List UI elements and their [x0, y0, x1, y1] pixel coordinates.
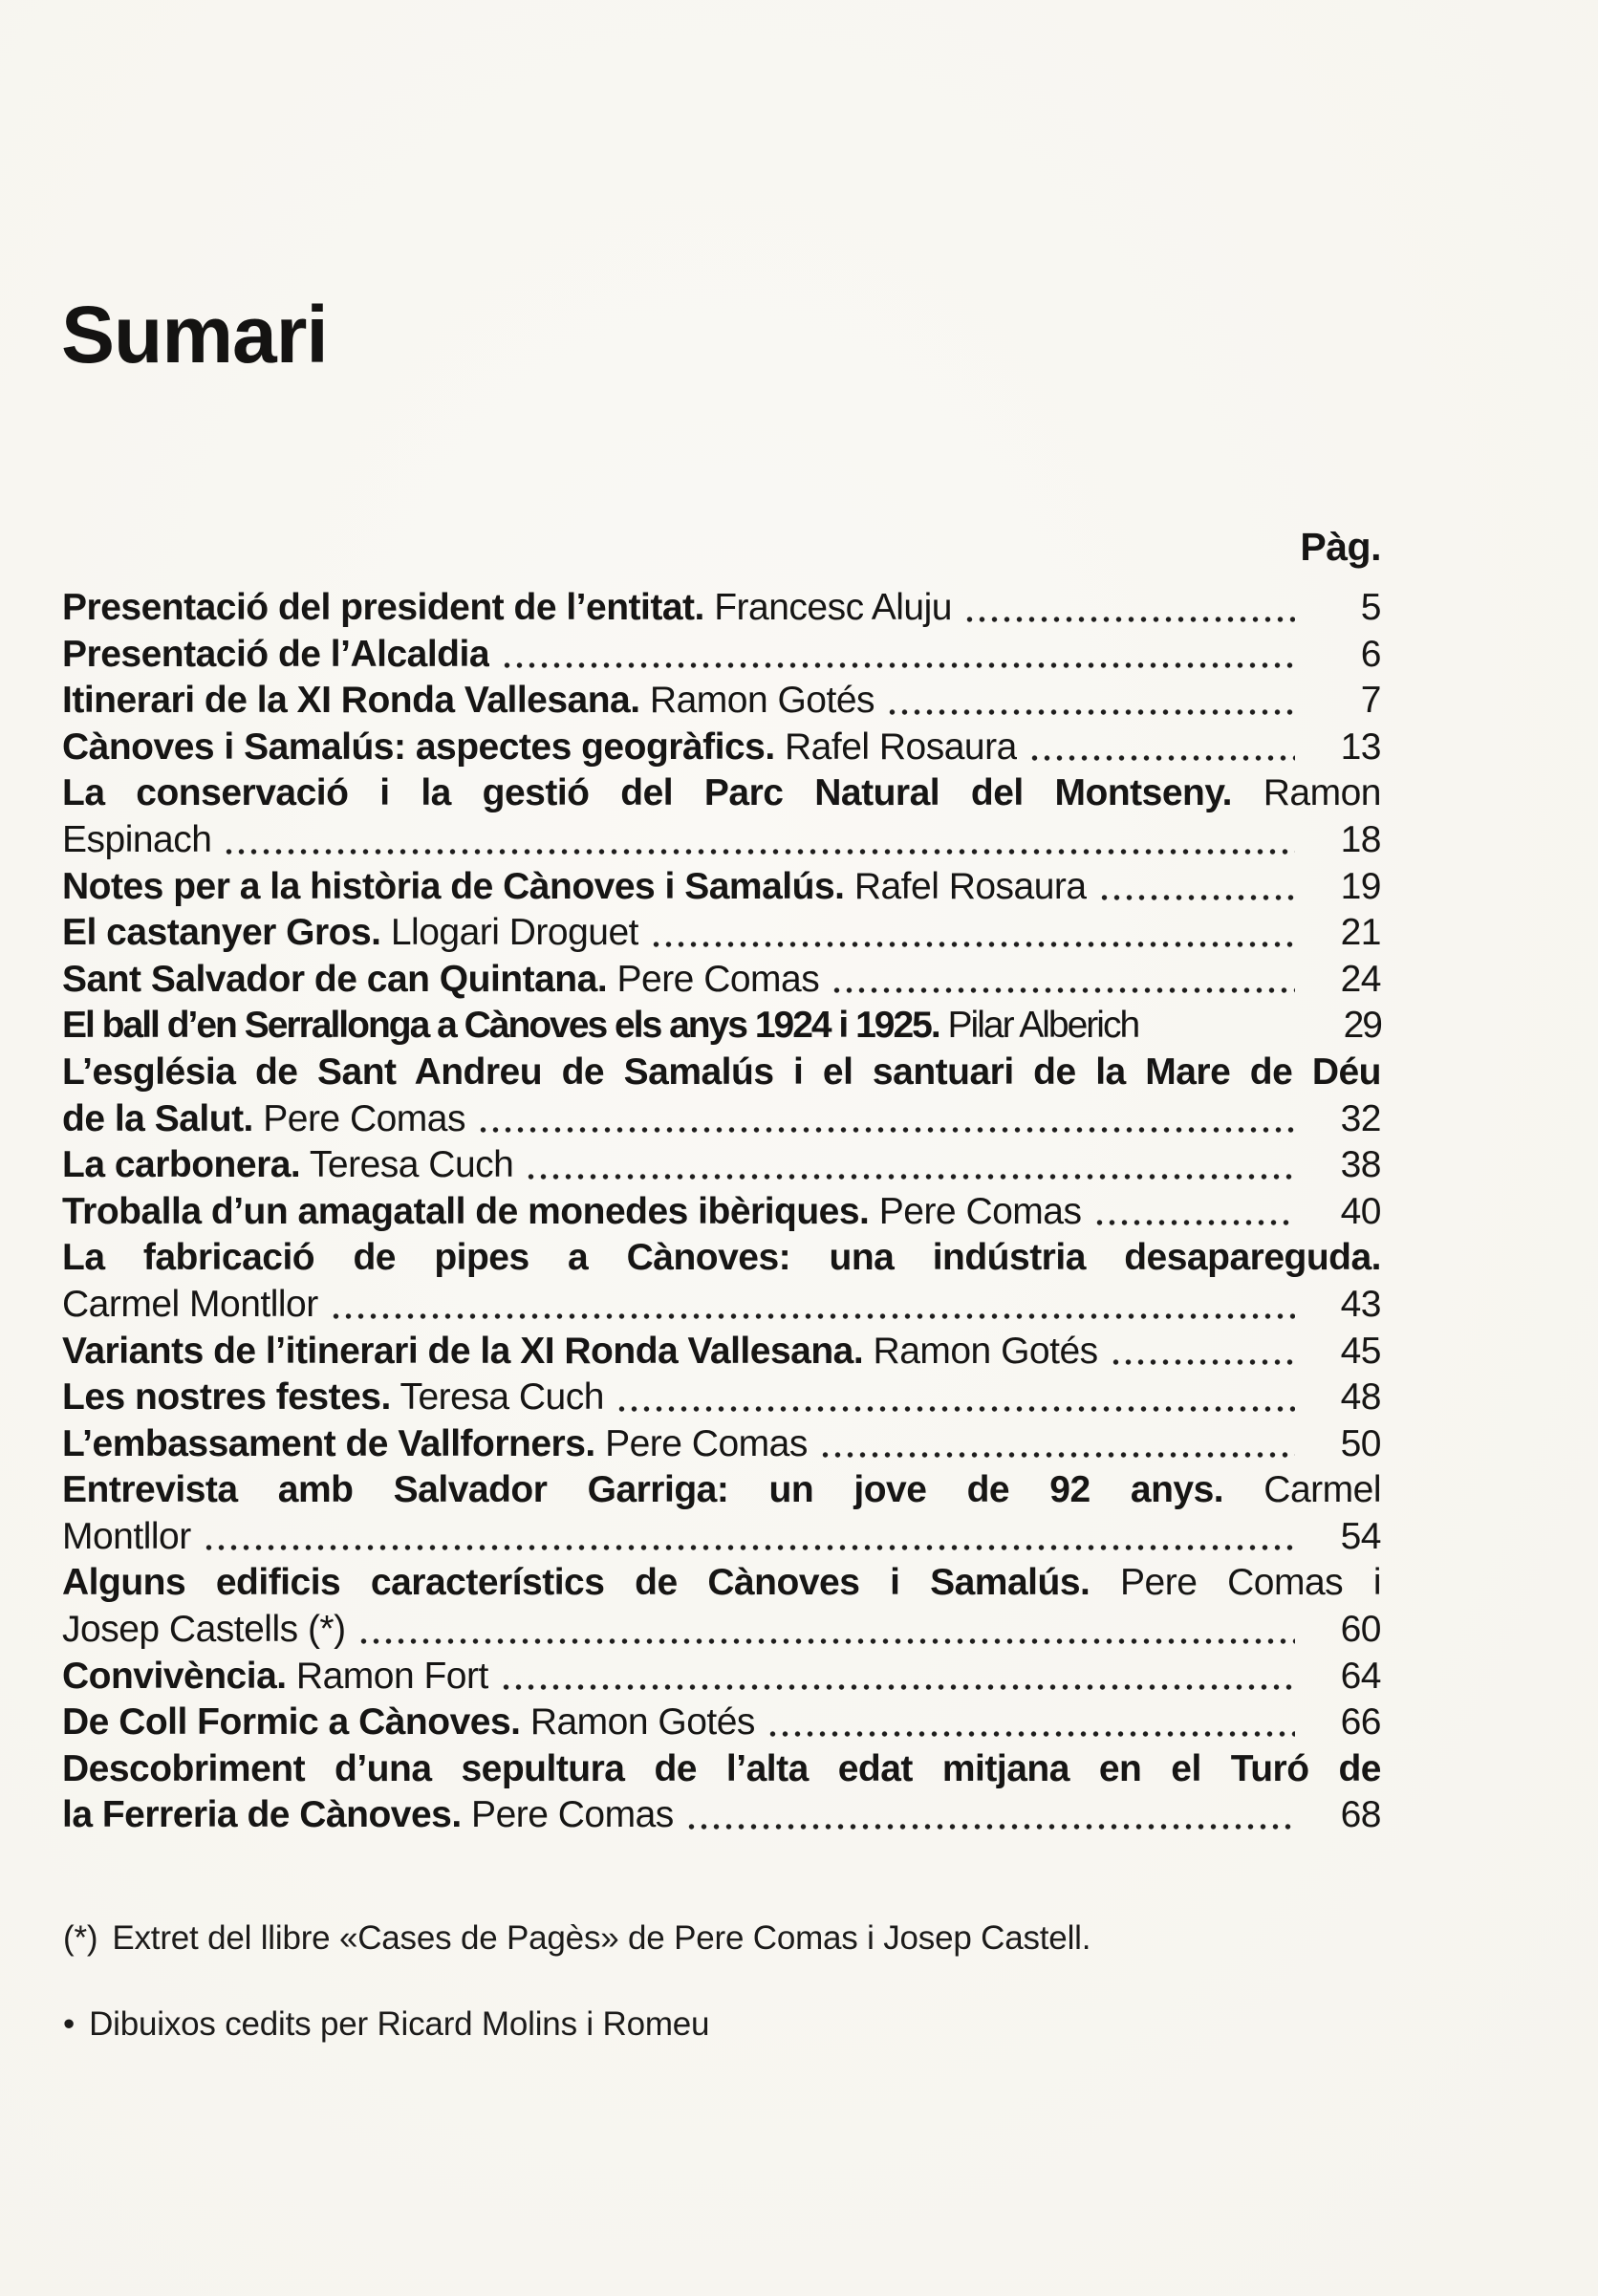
toc-line	[62, 1050, 1381, 1096]
toc-entry-title: El ball d’en Serrallonga a Cànoves els anys 1924 i 1925.	[62, 1005, 939, 1047]
toc-entry-author: Espinach	[62, 818, 212, 860]
toc-entry-title: Itinerari de la XI Ronda Vallesana.	[62, 680, 640, 722]
toc-entry-author: Teresa Cuch	[390, 1376, 604, 1419]
toc-entry-title: Variants de l’itinerari de la XI Ronda Vallesana.	[62, 1330, 864, 1372]
toc-entry-author: Ramon	[1231, 772, 1381, 814]
toc-entry-author: Carmel Montllor	[62, 1283, 318, 1325]
toc-entry-author: Ramon Fort	[286, 1655, 488, 1697]
page-number: 32	[1340, 1097, 1381, 1139]
toc-line	[62, 1375, 1381, 1421]
toc-line	[62, 1235, 1381, 1282]
toc-entry-text	[62, 817, 211, 864]
page-number: 24	[1340, 958, 1381, 1000]
toc-line	[62, 1329, 1381, 1375]
toc-entry-author: Pere Comas	[607, 958, 820, 1000]
toc-line	[62, 1654, 1381, 1700]
toc-entry-title: El castanyer Gros.	[62, 912, 381, 954]
footnote-source	[63, 1917, 1382, 1960]
toc-entry-author: Francesc Aluju	[703, 587, 952, 628]
page-number: 38	[1340, 1144, 1381, 1186]
toc-entry-text	[62, 678, 875, 725]
bullet-icon: •	[63, 2005, 76, 2043]
toc-entry-title: Troballa d’un amagatall de monedes ibèriques.	[62, 1190, 870, 1232]
dot-leader	[203, 1545, 1295, 1550]
toc-line	[62, 1607, 1381, 1654]
page-number: 45	[1340, 1330, 1381, 1372]
toc-entry-text	[62, 725, 1017, 771]
dot-leader	[525, 1174, 1295, 1180]
dot-leader	[1093, 1220, 1296, 1225]
toc-entry-author: Pere Comas	[252, 1097, 465, 1139]
toc-line	[62, 725, 1381, 771]
dot-leader	[1150, 1034, 1295, 1040]
toc-entry-title: la Ferreria de Cànoves.	[62, 1794, 462, 1836]
toc-line	[62, 910, 1381, 957]
toc-line	[62, 1700, 1381, 1746]
toc-entry-text	[62, 1792, 674, 1839]
dot-leader	[477, 1127, 1295, 1133]
toc-entry-author: Josep Castells (*)	[62, 1609, 346, 1651]
page-number: 21	[1340, 912, 1381, 954]
dot-leader	[963, 617, 1295, 622]
toc-line	[62, 1467, 1381, 1514]
toc-entry-author: Pere Comas	[594, 1422, 808, 1464]
toc-entry-title: La carbonera.	[62, 1144, 301, 1186]
toc-entry-text	[62, 1003, 1138, 1050]
dot-leader	[330, 1313, 1295, 1319]
dot-leader	[1028, 755, 1295, 761]
page-number: 7	[1360, 680, 1381, 722]
toc-entry-author: Ramon Gotés	[520, 1701, 755, 1744]
page-number: 29	[1343, 1005, 1381, 1047]
dot-leader	[831, 987, 1295, 993]
toc-entry-text	[62, 1700, 755, 1746]
toc-line	[62, 632, 1381, 679]
toc-entry-text	[62, 1189, 1082, 1236]
page-number: 43	[1340, 1283, 1381, 1325]
page-number: 64	[1340, 1655, 1381, 1697]
toc-entry-title: La conservació i la gestió del Parc Natural del Montseny.	[62, 772, 1232, 814]
toc-entry-title: Entrevista amb Salvador Garriga: un jove de 92 anys.	[62, 1469, 1224, 1511]
page-number: 6	[1360, 633, 1381, 675]
toc-entry-text	[62, 1562, 1381, 1603]
toc-entry-author: Pere Comas	[461, 1794, 674, 1836]
toc-list	[62, 585, 1381, 1839]
toc-entry-title: Descobriment d’una sepultura de l’alta edat mitjana en el Turó de	[62, 1747, 1381, 1789]
footnote-marker: (*)	[63, 1919, 98, 1957]
dot-leader	[357, 1638, 1295, 1644]
footnote-credit	[63, 2004, 1382, 2046]
dot-leader	[685, 1824, 1295, 1830]
toc-entry-author: Rafel Rosaura	[774, 726, 1017, 768]
toc-entry-title: L’embassament de Vallforners.	[62, 1422, 595, 1464]
toc-entry-author: Pere Comas	[869, 1190, 1082, 1232]
toc-entry-text	[62, 1421, 808, 1468]
toc-entry-text	[62, 1607, 346, 1654]
toc-line	[62, 678, 1381, 725]
toc-line	[62, 864, 1381, 911]
toc-entry-author: Carmel	[1223, 1469, 1381, 1511]
page-number: 60	[1340, 1609, 1381, 1651]
toc-entry-text	[62, 910, 638, 957]
page-number: 48	[1340, 1376, 1381, 1419]
toc-line	[62, 1792, 1381, 1839]
page-column-header: Pàg.	[1300, 525, 1381, 569]
toc-entry-text	[62, 632, 489, 679]
toc-entry-text	[62, 957, 819, 1004]
toc-entry-author: Ramon Gotés	[639, 680, 875, 722]
toc-entry-text	[62, 1142, 513, 1189]
footnote-text: Extret del llibre «Cases de Pagès» de Pere Comas i Josep Castell.	[112, 1919, 1091, 1957]
toc-entry-text	[62, 1282, 318, 1329]
toc-entry-author: Pere Comas i	[1090, 1562, 1381, 1604]
page-number: 19	[1340, 865, 1381, 907]
page-title: Sumari	[61, 290, 328, 380]
toc-entry-title: de la Salut.	[62, 1097, 253, 1139]
toc-entry-title: Convivència.	[62, 1655, 287, 1697]
toc-entry-author: Pilar Alberich	[939, 1005, 1139, 1047]
toc-entry-title: Alguns edificis característics de Cànoves i Samalús.	[62, 1562, 1091, 1604]
toc-line	[62, 1096, 1381, 1143]
page-number: 54	[1340, 1515, 1381, 1557]
dot-leader	[501, 662, 1295, 668]
toc-line	[62, 1003, 1381, 1050]
page-number: 13	[1340, 726, 1381, 768]
toc-entry-title: Sant Salvador de can Quintana.	[62, 958, 608, 1000]
toc-entry-author: Llogari Droguet	[380, 912, 639, 954]
dot-leader	[650, 942, 1295, 947]
toc-entry-title: Cànoves i Samalús: aspectes geogràfics.	[62, 726, 775, 768]
toc-line	[62, 1142, 1381, 1189]
toc-entry-title: De Coll Formic a Cànoves.	[62, 1701, 521, 1744]
toc-entry-text	[62, 1654, 488, 1700]
toc-entry-text	[62, 1237, 1381, 1278]
page-number: 18	[1340, 818, 1381, 860]
dot-leader	[223, 849, 1295, 855]
toc-entry-author: Rafel Rosaura	[844, 865, 1087, 907]
toc-entry-text	[62, 1375, 604, 1421]
toc-entry-text	[62, 864, 1087, 911]
toc-entry-author: Montllor	[62, 1515, 191, 1557]
dot-leader	[1110, 1359, 1295, 1365]
toc-line	[62, 957, 1381, 1004]
toc-entry-title: Notes per a la història de Cànoves i Samalús.	[62, 865, 845, 907]
toc-entry-title: Les nostres festes.	[62, 1376, 391, 1419]
toc-line	[62, 1421, 1381, 1468]
toc-entry-text	[62, 1329, 1098, 1375]
toc-entry-text	[62, 1514, 191, 1561]
toc-entry-author: Ramon Gotés	[863, 1330, 1098, 1372]
page-number: 68	[1340, 1794, 1381, 1836]
toc-line	[62, 1282, 1381, 1329]
toc-entry-text	[62, 585, 952, 632]
toc-entry-text	[62, 772, 1381, 813]
footnote-text: Dibuixos cedits per Ricard Molins i Romeu	[89, 2005, 710, 2043]
dot-leader	[1098, 895, 1295, 900]
page-number: 66	[1340, 1701, 1381, 1744]
toc-entry-title: Presentació de l’Alcaldia	[62, 633, 490, 675]
dot-leader	[500, 1684, 1295, 1690]
dot-leader	[819, 1452, 1295, 1458]
toc-line	[62, 585, 1381, 632]
toc-line	[62, 1189, 1381, 1236]
dot-leader	[615, 1406, 1295, 1412]
toc-line	[62, 1560, 1381, 1607]
toc-line	[62, 1746, 1381, 1793]
dot-leader	[767, 1731, 1295, 1737]
toc-line	[62, 1514, 1381, 1561]
toc-entry-title: L’església de Sant Andreu de Samalús i el santuari de la Mare de Déu	[62, 1051, 1381, 1093]
toc-entry-title: Presentació del president de l’entitat.	[62, 587, 704, 628]
toc-line	[62, 817, 1381, 864]
toc-entry-title: La fabricació de pipes a Cànoves: una indústria desapareguda.	[62, 1237, 1381, 1279]
toc-entry-text	[62, 1096, 465, 1143]
page-number: 50	[1340, 1422, 1381, 1464]
page-number: 40	[1340, 1190, 1381, 1232]
dot-leader	[886, 709, 1295, 715]
toc-entry-text	[62, 1051, 1381, 1093]
toc-line	[62, 770, 1381, 817]
toc-entry-author: Teresa Cuch	[300, 1144, 514, 1186]
page-number: 5	[1360, 587, 1381, 628]
toc-entry-text	[62, 1469, 1381, 1510]
toc-entry-text	[62, 1748, 1381, 1789]
